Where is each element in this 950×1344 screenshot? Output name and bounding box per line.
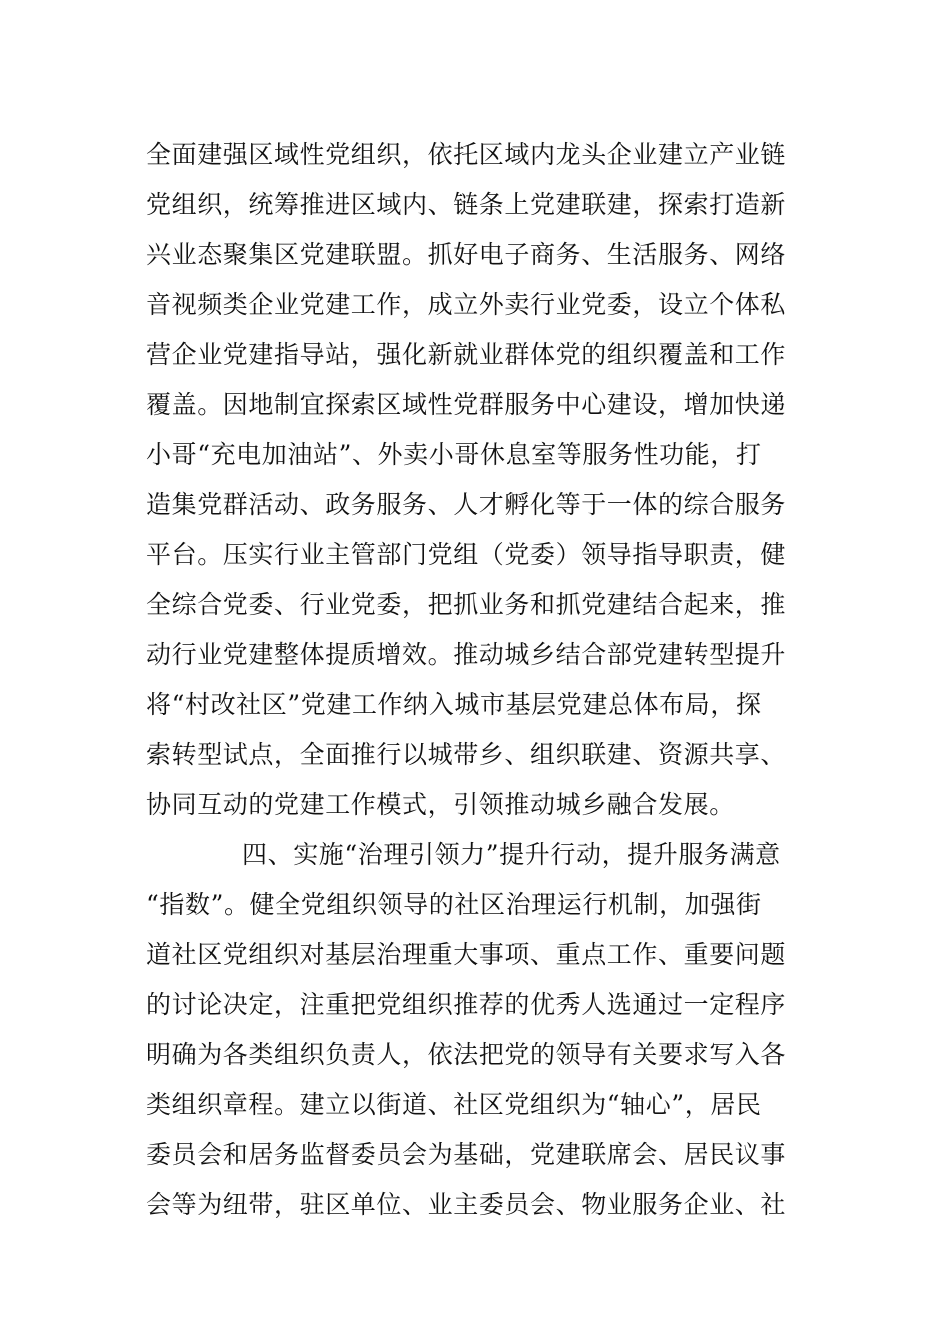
text-line: 动行业党建整体提质增效。推动城乡结合部党建转型提升 [146,640,787,669]
text-line: 全面建强区域性党组织，依托区域内龙头企业建立产业链 [146,140,787,169]
body-text [146,130,808,1230]
text-line: 委员会和居务监督委员会为基础，党建联席会、居民议事 [146,1140,787,1169]
text-line: 明确为各类组织负责人，依法把党的领导有关要求写入各 [146,1040,787,1069]
text-line: 会等为纽带，驻区单位、业主委员会、物业服务企业、社 [146,1190,787,1219]
text-line: 的讨论决定，注重把党组织推荐的优秀人选通过一定程序 [146,990,787,1019]
section-heading-line: 四、实施“治理引领力”提升行动，提升服务满意 [242,840,781,869]
text-line: “指数”。健全党组织领导的社区治理运行机制，加强街 [146,890,762,919]
text-line: 营企业党建指导站，强化新就业群体党的组织覆盖和工作 [146,340,787,369]
text-line: 索转型试点，全面推行以城带乡、组织联建、资源共享、 [146,740,787,769]
text-line: 全综合党委、行业党委，把抓业务和抓党建结合起来，推 [146,590,787,619]
text-line: 兴业态聚集区党建联盟。抓好电子商务、生活服务、网络 [146,240,787,269]
text-line: 音视频类企业党建工作，成立外卖行业党委，设立个体私 [146,290,787,319]
text-line: 平台。压实行业主管部门党组（党委）领导指导职责，健 [146,540,787,569]
text-line: 协同互动的党建工作模式，引领推动城乡融合发展。 [146,790,735,819]
text-line: 道社区党组织对基层治理重大事项、重点工作、重要问题 [146,940,787,969]
text-line: 造集党群活动、政务服务、人才孵化等于一体的综合服务 [146,490,787,519]
text-line: 党组织，统筹推进区域内、链条上党建联建，探索打造新 [146,190,787,219]
text-line: 覆盖。因地制宜探索区域性党群服务中心建设，增加快递 [146,390,787,419]
text-line: 类组织章程。建立以街道、社区党组织为“轴心”，居民 [146,1090,762,1119]
text-line: 小哥“充电加油站”、外卖小哥休息室等服务性功能，打 [146,440,762,469]
text-line: 将“村改社区”党建工作纳入城市基层党建总体布局，探 [146,690,762,719]
